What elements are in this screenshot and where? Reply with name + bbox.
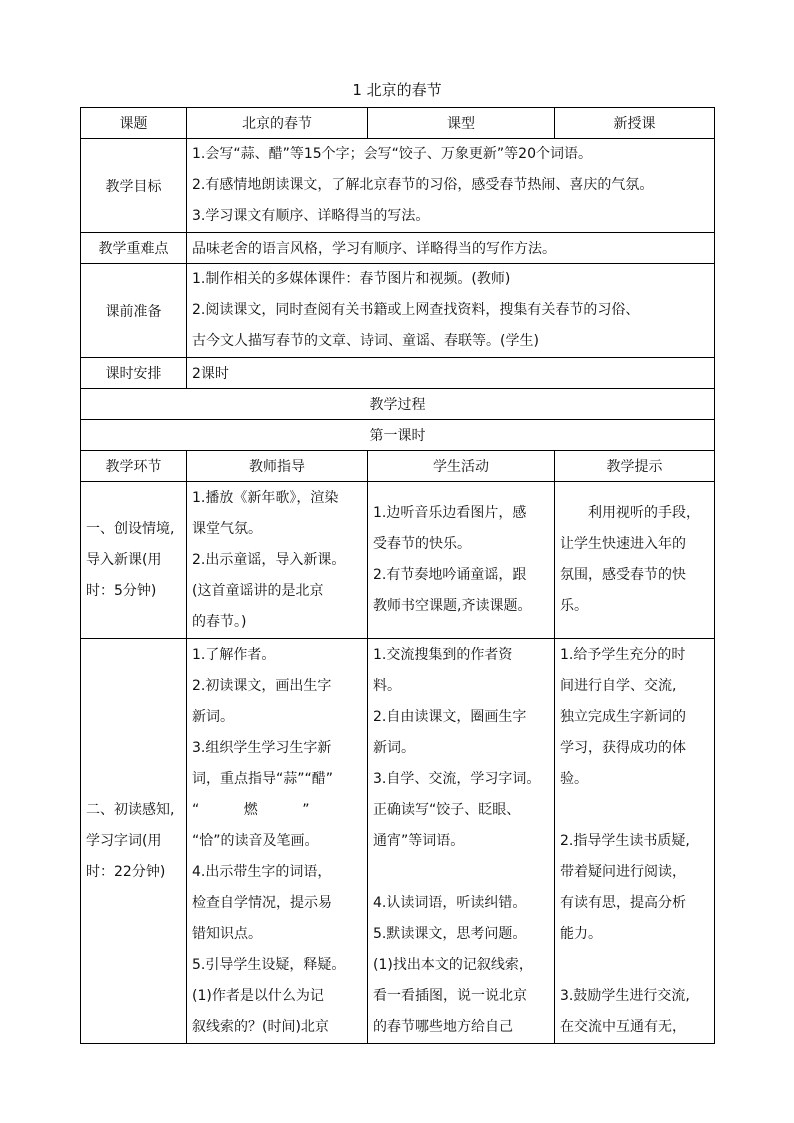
teacher-line: 5.引导学生设疑，释疑。: [192, 956, 346, 973]
schedule-label: 课时安排: [81, 358, 187, 389]
hint-line: 让学生快速进入年的: [560, 536, 686, 552]
goals-content: [187, 139, 715, 233]
step-teacher: [187, 639, 368, 1044]
column-header: 教学环节: [81, 451, 187, 482]
hint-line: 学习，获得成功的体: [560, 739, 686, 756]
step-stage: [81, 482, 187, 639]
student-line: 通宵”等词语。: [373, 832, 465, 849]
hint-line: 独立完成生字新词的: [560, 708, 686, 725]
lesson-title: 第一课时: [81, 420, 715, 451]
goals-row: [81, 139, 715, 233]
student-line: 教师书空课题,齐读课题。: [373, 598, 532, 614]
lesson-type-label: 课型: [368, 108, 555, 139]
process-title: 教学过程: [81, 389, 715, 420]
hint-line: 有读有思，提高分析: [560, 894, 686, 911]
student-line: (1)找出本文的记叙线索，: [373, 956, 533, 973]
hint-line: 验。: [560, 770, 588, 787]
teacher-line: 的春节。): [192, 613, 247, 630]
stage-line: 学习字词(用: [86, 832, 162, 849]
step-hint: [555, 482, 715, 639]
step-teacher: [187, 482, 368, 639]
student-line: 料。: [373, 677, 401, 694]
key-points-label: 教学重难点: [81, 233, 187, 264]
lesson-title-row: [81, 420, 715, 451]
stage-line: 时：5分钟): [86, 582, 157, 599]
step-row: [81, 639, 715, 1044]
teacher-line: 1.播放《新年歌》，渲染: [192, 489, 339, 506]
hint-line: 乐。: [560, 598, 588, 614]
goal-item: 1.会写“蒜、醋”等15个字；会写“饺子、万象更新”等20个词语。: [192, 146, 592, 162]
spacer: [560, 795, 709, 826]
student-line: 的春节哪些地方给自己: [373, 1018, 513, 1035]
student-line: 4.认读词语，听读纠错。: [373, 894, 527, 911]
teacher-line: “ 燃 ”: [192, 801, 310, 818]
teacher-line: 3.组织学生学习生字新: [192, 739, 332, 756]
student-line: 看一看插图，说一说北京: [373, 987, 527, 1004]
goals-label: 教学目标: [81, 139, 187, 233]
spacer: [373, 857, 549, 888]
schedule-value: 2课时: [187, 358, 715, 389]
step-row: [81, 482, 715, 639]
key-points-row: [81, 233, 715, 264]
teacher-line: 2.出示童谣，导入新课。: [192, 551, 346, 568]
process-title-row: [81, 389, 715, 420]
hint-line: 氛围，感受春节的快: [560, 567, 686, 583]
student-line: 2.自由读课文，圈画生字: [373, 708, 527, 725]
teacher-line: (1)作者是以什么为记: [192, 987, 324, 1004]
step-student: [368, 482, 555, 639]
teacher-line: 词，重点指导“蒜”“醋”: [192, 770, 334, 787]
schedule-row: [81, 358, 715, 389]
teacher-line: “恰”的读音及笔画。: [192, 832, 319, 849]
student-line: 1.交流搜集到的作者资: [373, 646, 513, 663]
key-points-text: 品味老舍的语言风格，学习有顺序、详略得当的写作方法。: [187, 233, 715, 264]
teacher-line: 4.出示带生字的词语，: [192, 863, 332, 880]
lesson-plan-table: [80, 107, 715, 1044]
step-stage: [81, 639, 187, 1044]
stage-line: 导入新课(用: [86, 551, 162, 568]
hint-line: 1.给予学生充分的时: [560, 646, 686, 663]
teacher-line: 检查自学情况，提示易: [192, 894, 332, 911]
stage-line: 一、创设情境,: [86, 520, 175, 537]
column-header: 学生活动: [368, 451, 555, 482]
hint-line: 3.鼓励学生进行交流,: [560, 987, 690, 1004]
column-header-row: [81, 451, 715, 482]
preparation-label: 课前准备: [81, 264, 187, 358]
column-header: 教师指导: [187, 451, 368, 482]
student-line: 受春节的快乐。: [373, 536, 471, 552]
hint-line: 间进行自学、交流,: [560, 677, 677, 694]
teacher-line: 1.了解作者。: [192, 646, 276, 663]
student-line: 5.默读课文，思考问题。: [373, 925, 527, 942]
subject-label: 课题: [81, 108, 187, 139]
teacher-line: 2.初读课文，画出生字: [192, 677, 332, 694]
goal-item: 3.学习课文有顺序、详略得当的写法。: [192, 208, 430, 224]
subject-row: [81, 108, 715, 139]
goal-item: 2.有感情地朗读课文，了解北京春节的习俗，感受春节热闹、喜庆的气氛。: [192, 177, 654, 193]
preparation-line: 古今文人描写春节的文章、诗词、童谣、春联等。(学生): [192, 333, 539, 349]
teacher-line: 新词。: [192, 708, 234, 725]
hint-line: 带着疑问进行阅读，: [560, 863, 686, 880]
student-line: 新词。: [373, 739, 415, 756]
page-title: 1 北京的春节: [352, 81, 442, 99]
hint-line: 能力。: [560, 925, 602, 942]
lesson-type-value: 新授课: [555, 108, 715, 139]
step-hint: [555, 639, 715, 1044]
hint-line: 利用视听的手段，: [588, 505, 700, 521]
step-student: [368, 639, 555, 1044]
preparation-line: 1.制作相关的多媒体课件：春节图片和视频。(教师): [192, 271, 511, 287]
student-line: 3.自学、交流，学习字词。: [373, 770, 541, 787]
hint-line: 在交流中互通有无，: [560, 1018, 686, 1035]
column-header: 教学提示: [555, 451, 715, 482]
hint-line: 2.指导学生读书质疑,: [560, 832, 690, 849]
student-line: 2.有节奏地吟诵童谣，跟: [373, 567, 527, 583]
student-line: 正确读写“饺子、眨眼、: [373, 801, 521, 818]
spacer: [560, 950, 709, 981]
stage-line: 时：22分钟): [86, 863, 166, 880]
teacher-line: (这首童谣讲的是北京: [192, 582, 324, 599]
stage-line: 二、初读感知,: [86, 801, 175, 818]
preparation-line: 2.阅读课文，同时查阅有关书籍或上网查找资料，搜集有关春节的习俗、: [192, 302, 640, 318]
teacher-line: 叙线索的？(时间)北京: [192, 1018, 329, 1035]
student-line: 1.边听音乐边看图片，感: [373, 505, 527, 521]
preparation-content: [187, 264, 715, 358]
subject-value: 北京的春节: [187, 108, 368, 139]
teacher-line: 错知识点。: [192, 925, 262, 942]
teacher-line: 课堂气氛。: [192, 520, 262, 537]
preparation-row: [81, 264, 715, 358]
